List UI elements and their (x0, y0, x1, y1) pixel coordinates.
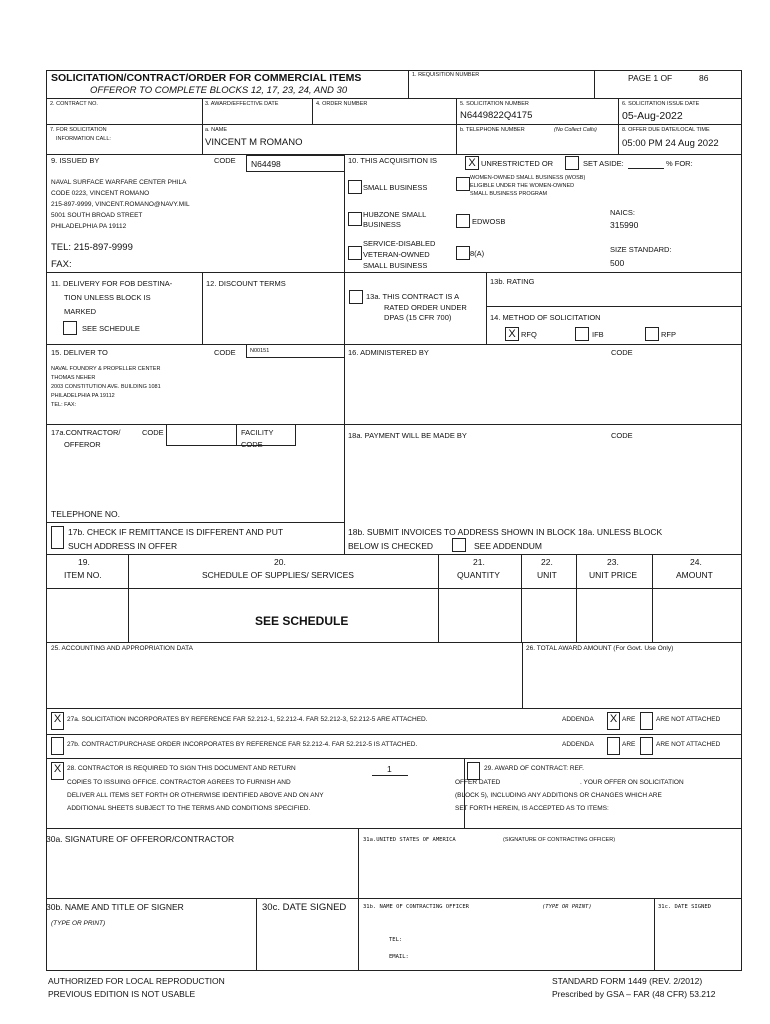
sdvosb-label-1: SERVICE-DISABLED (363, 239, 436, 248)
set-aside-label: SET ASIDE: (583, 159, 624, 168)
rated-label-2: RATED ORDER UNDER (384, 303, 467, 312)
27b-are-checkbox[interactable] (607, 737, 620, 755)
small-business-checkbox[interactable] (348, 180, 362, 194)
form-subtitle: OFFEROR TO COMPLETE BLOCKS 12, 17, 23, 24, AND 30 (90, 85, 348, 96)
set-aside-checkbox[interactable] (565, 156, 579, 170)
col-item-num: 19. (78, 557, 90, 567)
footer-authorized: AUTHORIZED FOR LOCAL REPRODUCTION (48, 976, 225, 986)
29-checkbox[interactable] (467, 762, 480, 780)
contact-name: VINCENT M ROMANO (205, 137, 303, 148)
signer-name-note: (TYPE OR PRINT) (51, 920, 106, 927)
method-label: 14. METHOD OF SOLICITATION (490, 313, 601, 322)
issue-date-label: 6. SOLICITATION ISSUE DATE (622, 101, 700, 107)
total-award-label: 26. TOTAL AWARD AMOUNT (For Govt. Use Only) (526, 645, 674, 652)
deliver-code: N00151 (250, 348, 270, 354)
27b-are: ARE (622, 741, 636, 748)
col-item-label: ITEM NO. (64, 570, 102, 580)
administered-code-label: CODE (611, 348, 633, 357)
co-name-label: 31b. NAME OF CONTRACTING OFFICER (363, 904, 469, 910)
issued-fax: FAX: (51, 259, 72, 270)
size-standard-label: SIZE STANDARD: (610, 245, 672, 254)
page-total: 86 (699, 73, 709, 83)
deliver-code-label: CODE (214, 348, 236, 357)
form-title: SOLICITATION/CONTRACT/ORDER FOR COMMERCIAL ITEMS (51, 72, 362, 84)
rfq-label: RFQ (521, 330, 537, 339)
remittance-label-1: 17b. CHECK IF REMITTANCE IS DIFFERENT AND PUT (68, 527, 284, 537)
signature-co-note: (SIGNATURE OF CONTRACTING OFFICER) (503, 837, 616, 843)
contractor-code-box (166, 424, 236, 446)
invoice-label-2: BELOW IS CHECKED (348, 541, 434, 551)
issued-addr-5: PHILADELPHIA PA 19112 (51, 223, 127, 230)
size-standard: 500 (610, 258, 625, 268)
29-line-2a: OFFER DATED (455, 779, 501, 786)
phone-note: (No Collect Calls) (554, 127, 597, 133)
unrestricted-label: UNRESTRICTED OR (481, 159, 554, 168)
requisition-label: 1. REQUISITION NUMBER (412, 72, 480, 78)
contractor-label-2: OFFEROR (64, 440, 101, 449)
edwosb-label: EDWOSB (472, 217, 506, 226)
28-copies: 1 (387, 764, 392, 774)
27a-addenda: ADDENDA (562, 716, 594, 723)
discount-terms-label: 12. DISCOUNT TERMS (206, 279, 286, 288)
col-price-label: UNIT PRICE (589, 570, 638, 580)
wosb-label-2: ELIGIBLE UNDER THE WOMEN-OWNED (470, 183, 575, 189)
see-schedule-checkbox[interactable] (63, 321, 77, 335)
payment-label: 18a. PAYMENT WILL BE MADE BY (348, 431, 467, 440)
27a-not-attached: ARE NOT ATTACHED (656, 716, 721, 723)
signature-offeror-label: 30a. SIGNATURE OF OFFEROR/CONTRACTOR (46, 834, 235, 844)
ifb-label: IFB (592, 330, 604, 339)
rfq-checkbox[interactable]: X (505, 327, 519, 341)
co-email-label: EMAIL: (389, 954, 409, 960)
rating-label: 13b. RATING (490, 277, 535, 286)
due-label: 8. OFFER DUE DATE/LOCAL TIME (622, 127, 710, 133)
27a-text: 27a. SOLICITATION INCORPORATES BY REFERENCE FAR 52.212-1, 52.212-4. FAR 52.212-3, 52.212-5 ARE ATTACHED. (67, 716, 428, 723)
rfp-checkbox[interactable] (645, 327, 659, 341)
remittance-label-2: SUCH ADDRESS IN OFFER (68, 541, 178, 551)
col-qty-num: 21. (473, 557, 485, 567)
deliver-addr-3: 2003 CONSTITUTION AVE. BUILDING 1081 (51, 384, 161, 390)
delivery-label-2: TION UNLESS BLOCK IS (64, 293, 151, 302)
naics-code: 315990 (610, 220, 639, 230)
28-line-4: ADDITIONAL SHEETS SUBJECT TO THE TERMS AND CONDITIONS SPECIFIED. (67, 805, 311, 812)
issued-tel: TEL: 215-897-9999 (51, 242, 133, 253)
eight-a-label: 8(A) (470, 249, 485, 258)
small-business-label: SMALL BUSINESS (363, 183, 428, 192)
see-schedule-text: SEE SCHEDULE (255, 614, 349, 628)
28-line-2: COPIES TO ISSUING OFFICE. CONTRACTOR AGREES TO FURNISH AND (67, 779, 291, 786)
administered-by-label: 16. ADMINISTERED BY (348, 348, 429, 357)
col-amount-label: AMOUNT (676, 570, 713, 580)
hubzone-label-1: HUBZONE SMALL (363, 210, 427, 219)
27b-checkbox[interactable] (51, 737, 64, 755)
col-unit-label: UNIT (537, 570, 557, 580)
telephone-label: TELEPHONE NO. (51, 509, 120, 519)
hubzone-checkbox[interactable] (348, 212, 362, 226)
col-price-num: 23. (607, 557, 619, 567)
facility-label-2: CODE (241, 440, 263, 449)
issue-date: 05-Aug-2022 (622, 110, 683, 122)
27a-not-attached-checkbox[interactable] (640, 712, 653, 730)
27a-checkbox[interactable]: X (51, 712, 64, 730)
col-schedule-label: SCHEDULE OF SUPPLIES/ SERVICES (202, 570, 354, 580)
27a-are: ARE (622, 716, 636, 723)
sdvosb-checkbox[interactable] (348, 246, 362, 260)
pct-for-label: % FOR: (666, 159, 693, 168)
issued-addr-2: CODE 0223, VINCENT ROMANO (51, 190, 150, 197)
issued-by-label: 9. ISSUED BY (51, 156, 100, 165)
co-name-note: (TYPE OR PRINT) (542, 904, 592, 910)
contract-no-label: 2. CONTRACT NO. (50, 101, 98, 107)
rated-order-checkbox[interactable] (349, 290, 363, 304)
footer-previous: PREVIOUS EDITION IS NOT USABLE (48, 989, 196, 999)
see-schedule-label: SEE SCHEDULE (82, 324, 140, 333)
sdvosb-label-3: SMALL BUSINESS (363, 261, 428, 270)
deliver-to-label: 15. DELIVER TO (51, 348, 108, 357)
28-line-3: DELIVER ALL ITEMS SET FORTH OR OTHERWISE IDENTIFIED ABOVE AND ON ANY (67, 792, 324, 799)
page-label: PAGE 1 OF (628, 73, 673, 83)
contractor-label-1: 17a.CONTRACTOR/ (51, 428, 121, 437)
27b-not-attached-checkbox[interactable] (640, 737, 653, 755)
deliver-addr-4: PHILADELPHIA PA 19112 (51, 393, 115, 399)
invoice-label-1: 18b. SUBMIT INVOICES TO ADDRESS SHOWN IN BLOCK 18a. UNLESS BLOCK (348, 527, 663, 537)
award-date-label: 3. AWARD/EFFECTIVE DATE (205, 101, 279, 107)
27a-are-checkbox[interactable]: X (607, 712, 620, 730)
issued-addr-1: NAVAL SURFACE WARFARE CENTER PHILA (51, 179, 187, 186)
col-qty-label: QUANTITY (457, 570, 500, 580)
sdvosb-label-2: VETERAN-OWNED (363, 250, 430, 259)
rated-label-3: DPAS (15 CFR 700) (384, 313, 452, 322)
name-label: a. NAME (205, 127, 228, 133)
wosb-checkbox[interactable] (456, 177, 470, 191)
col-unit-num: 22. (541, 557, 553, 567)
payment-code-label: CODE (611, 431, 633, 440)
rated-label-1: 13a. THIS CONTRACT IS A (366, 292, 460, 301)
acquisition-label: 10. THIS ACQUISITION IS (348, 156, 438, 165)
29-line-3: (BLOCK 5), INCLUDING ANY ADDITIONS OR CHANGES WHICH ARE (455, 792, 662, 799)
info-call-label-2: INFORMATION CALL: (56, 136, 111, 142)
info-call-label: 7. FOR SOLICITATION (50, 127, 107, 133)
col-amount-num: 24. (690, 557, 702, 567)
remittance-checkbox[interactable] (51, 526, 64, 549)
solicitation-number: N6449822Q4175 (460, 110, 533, 121)
delivery-label-1: 11. DELIVERY FOR FOB DESTINA- (51, 279, 173, 288)
deliver-addr-5: TEL: FAX: (51, 402, 77, 408)
phone-label: b. TELEPHONE NUMBER (460, 127, 525, 133)
unrestricted-checkbox[interactable]: X (465, 156, 479, 170)
signer-name-label: 30b. NAME AND TITLE OF SIGNER (46, 902, 184, 912)
27b-text: 27b. CONTRACT/PURCHASE ORDER INCORPORATES BY REFERENCE FAR 52.212-4. FAR 52.212-5 IS ATTACHED. (67, 741, 418, 748)
issued-code: N64498 (251, 159, 281, 169)
addendum-checkbox[interactable] (452, 538, 466, 552)
co-tel-label: TEL: (389, 937, 403, 943)
issued-code-label: CODE (214, 156, 236, 165)
28-line-1: 28. CONTRACTOR IS REQUIRED TO SIGN THIS DOCUMENT AND RETURN (67, 765, 296, 772)
offer-due: 05:00 PM 24 Aug 2022 (622, 138, 719, 149)
27b-not-attached: ARE NOT ATTACHED (656, 741, 721, 748)
29-line-2b: . YOUR OFFER ON SOLICITATION (580, 779, 684, 786)
ifb-checkbox[interactable] (575, 327, 589, 341)
date-signed-label: 30c. DATE SIGNED (262, 902, 347, 913)
naics-label: NAICS: (610, 208, 636, 217)
27b-addenda: ADDENDA (562, 741, 594, 748)
deliver-addr-2: THOMAS NEHER (51, 375, 96, 381)
col-schedule-num: 20. (274, 557, 286, 567)
footer-form-number: STANDARD FORM 1449 (REV. 2/2012) (552, 976, 703, 986)
co-date-label: 31c. DATE SIGNED (658, 904, 711, 910)
contractor-code-label: CODE (142, 428, 164, 437)
28-checkbox[interactable]: X (51, 762, 64, 780)
signature-co-label: 31a.UNITED STATES OF AMERICA (363, 837, 456, 843)
delivery-label-3: MARKED (64, 307, 97, 316)
edwosb-checkbox[interactable] (456, 214, 470, 228)
29-line-1: 29. AWARD OF CONTRACT: REF. (484, 765, 584, 772)
wosb-label-1: WOMEN-OWNED SMALL BUSINESS (WOSB) (470, 175, 586, 181)
order-number-label: 4. ORDER NUMBER (316, 101, 368, 107)
29-line-4: SET FORTH HEREIN, IS ACCEPTED AS TO ITEMS: (455, 805, 609, 812)
issued-addr-4: 5001 SOUTH BROAD STREET (51, 212, 143, 219)
solicitation-number-label: 5. SOLICITATION NUMBER (460, 101, 529, 107)
rfp-label: RFP (661, 330, 676, 339)
accounting-label: 25. ACCOUNTING AND APPROPRIATION DATA (51, 645, 193, 652)
addendum-label: SEE ADDENDUM (474, 541, 543, 551)
issued-addr-3: 215-897-9999, VINCENT.ROMANO@NAVY.MIL (51, 201, 190, 208)
footer-prescribed: Prescribed by GSA – FAR (48 CFR) 53.212 (552, 989, 716, 999)
wosb-label-3: SMALL BUSINESS PROGRAM (470, 191, 548, 197)
hubzone-label-2: BUSINESS (363, 220, 401, 229)
eight-a-checkbox[interactable] (456, 246, 470, 260)
facility-label-1: FACILITY (241, 428, 274, 437)
deliver-addr-1: NAVAL FOUNDRY & PROPELLER CENTER (51, 366, 161, 372)
